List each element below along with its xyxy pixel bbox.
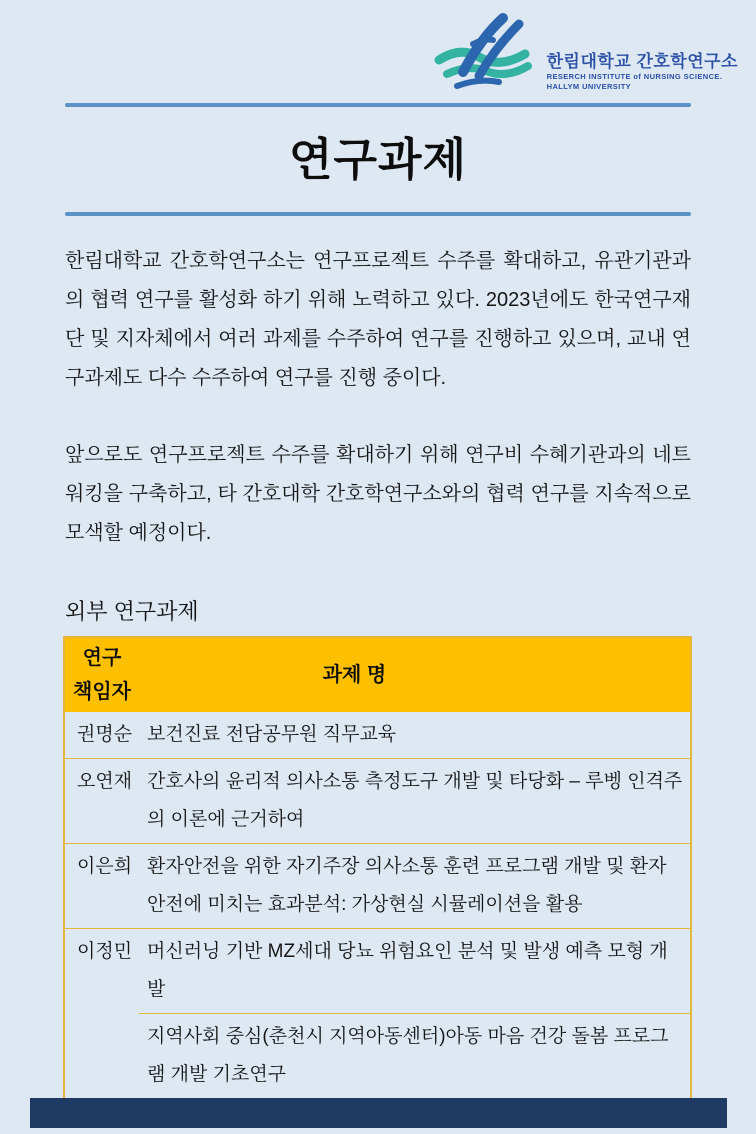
header-cell-researcher xyxy=(64,637,139,712)
logo-text-block xyxy=(547,52,738,94)
header-cell-project-title: 과제 명 xyxy=(139,637,691,712)
researcher-name-cell: 이은희 xyxy=(64,844,139,929)
section-heading-external-projects: 외부 연구과제 xyxy=(65,599,199,624)
intro-paragraph-2: 앞으로도 연구프로젝트 수주를 확대하기 위해 연구비 수혜기관과의 네트워킹을 구축하고, 타 간호대학 간호학연구소와의 협력 연구를 지속적으로 모색할 예정이다. xyxy=(65,444,691,544)
projects-table-body xyxy=(64,712,691,1099)
logo-org-name: 한림대학교 간호학연구소 xyxy=(546,52,738,71)
footer-bar xyxy=(30,1098,727,1128)
header-researcher-line2: 책임자 xyxy=(73,681,131,703)
logo-org-subtitle-en-1: RESERCH INSTITUTE of NURSING SCIENCE. xyxy=(546,72,723,81)
researcher-name-cell xyxy=(64,1014,139,1100)
table-row xyxy=(64,712,691,759)
project-title-cell: 환자안전을 위한 자기주장 의사소통 훈련 프로그램 개발 및 환자안전에 미치는 효과분석: 가상현실 시뮬레이션을 활용 xyxy=(139,844,691,929)
table-row xyxy=(64,759,691,844)
table-row xyxy=(64,844,691,929)
table-row xyxy=(64,1014,691,1100)
researcher-name-cell: 이정민 xyxy=(64,929,139,1014)
table-header-row xyxy=(64,637,691,712)
project-title-cell: 보건진료 전담공무원 직무교육 xyxy=(147,724,397,745)
logo-org-subtitle-en-2: HALLYM UNIVERSITY xyxy=(546,82,632,91)
divider-line-bottom xyxy=(65,212,691,216)
project-title-cell: 간호사의 윤리적 의사소통 측정도구 개발 및 타당화 – 루벵 인격주의 이론에 근거하여 xyxy=(139,759,691,844)
table-row xyxy=(64,929,691,1014)
external-projects-table xyxy=(63,636,692,1100)
project-title-cell: 머신러닝 기반 MZ세대 당뇨 위험요인 분석 및 발생 예측 모형 개발 xyxy=(139,929,691,1014)
intro-paragraph-1: 한림대학교 간호학연구소는 연구프로젝트 수주를 확대하고, 유관기관과의 협력 연구를 활성화 하기 위해 노력하고 있다. 2023년에도 한국연구재단 및 지자체에서 여러 과제를 수주하여 연구를 진행하고 있으며, 교내 연구과제도 다수 수주하여 연구를 진행 중이다. xyxy=(65,250,691,389)
page-title: 연구과제 xyxy=(289,134,467,185)
researcher-name-cell: 오연재 xyxy=(64,759,139,844)
researcher-name-cell: 권명순 xyxy=(77,724,133,745)
institute-logo xyxy=(433,10,738,94)
wave-swoosh-icon xyxy=(433,10,545,94)
header-researcher-line1: 연구 xyxy=(82,647,122,669)
project-title-cell: 지역사회 중심(춘천시 지역아동센터)아동 마음 건강 돌봄 프로그램 개발 기초연구 xyxy=(139,1014,691,1100)
